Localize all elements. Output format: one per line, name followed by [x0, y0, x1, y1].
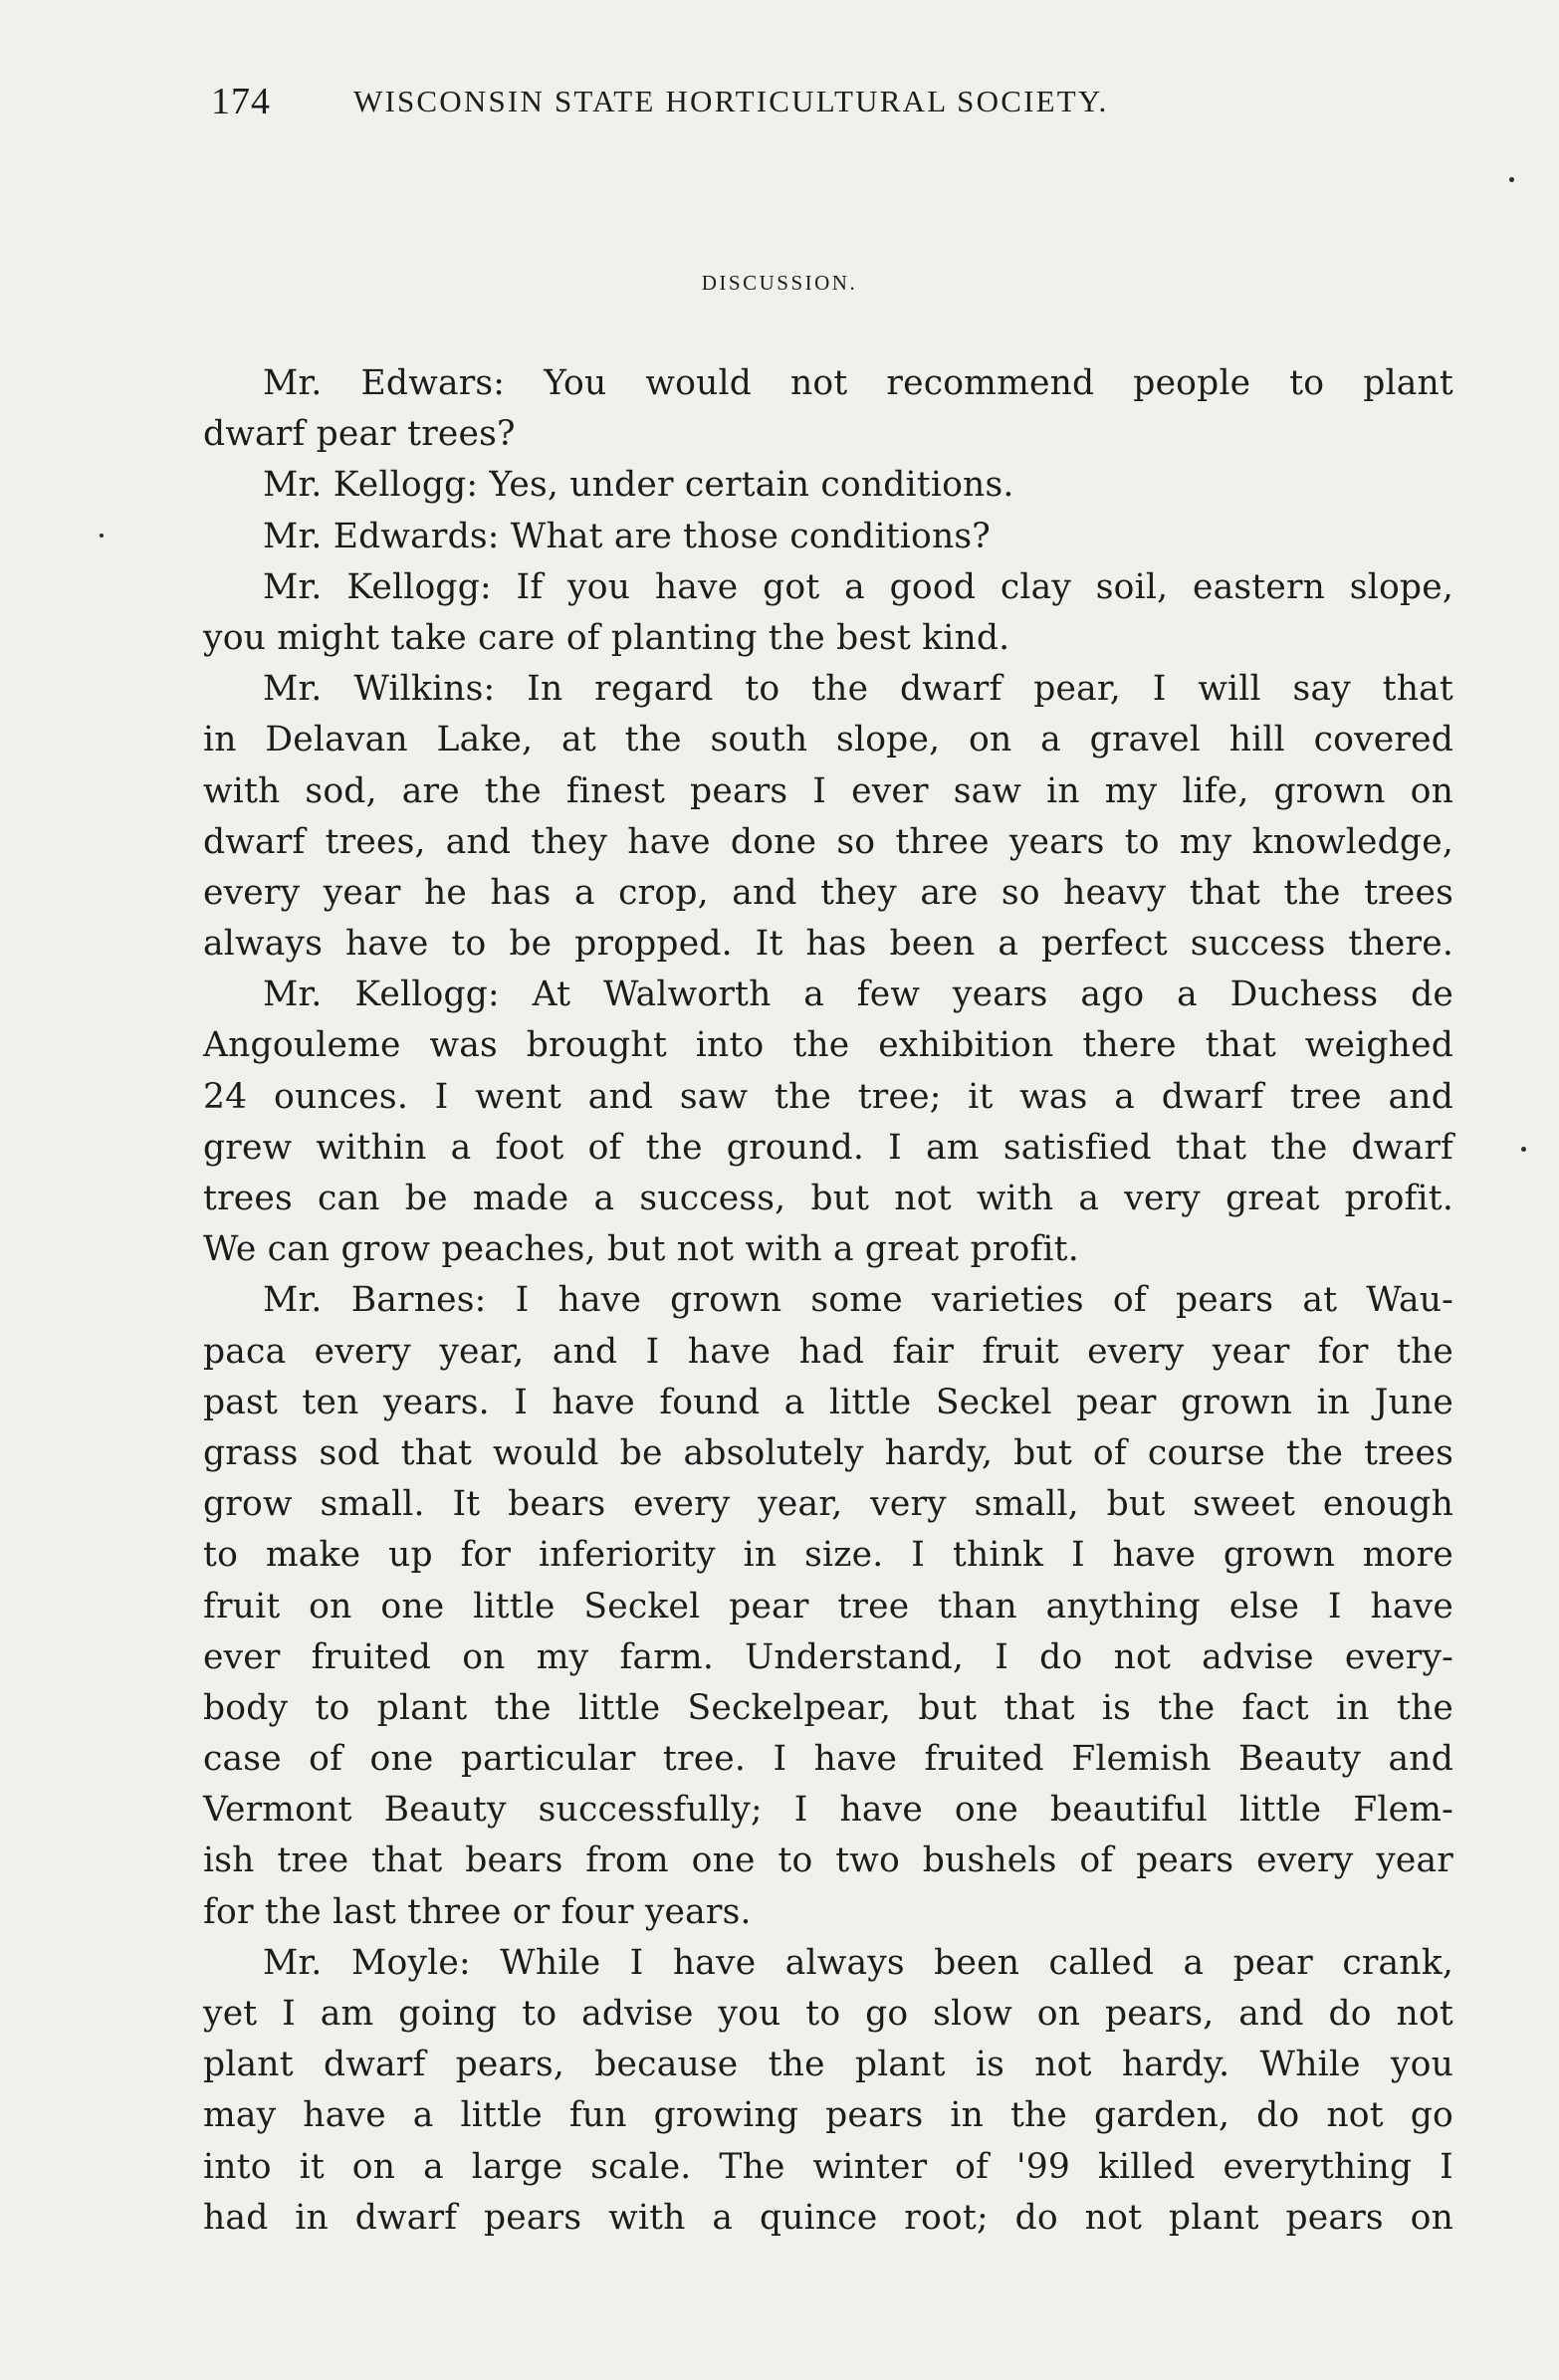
text-line: you might take care of planting the best kind. — [203, 617, 1010, 658]
text-line: trees can be made a success, but not with a very great profit. — [203, 1179, 1453, 1218]
text-line: past ten years. I have found a little Seckel pear grown in June — [203, 1382, 1453, 1422]
text-line: grow small. It bears every year, very small, but sweet enough — [203, 1484, 1453, 1525]
text-line: Mr. Kellogg: At Walworth a few years ago a Duchess de — [263, 974, 1453, 1015]
text-line: Mr. Moyle: While I have always been called a pear crank, — [263, 1942, 1453, 1983]
scan-speck — [1521, 1147, 1526, 1152]
text-line: Mr. Barnes: I have grown some varieties of pears at Wau- — [263, 1280, 1453, 1321]
text-line: Vermont Beauty successfully; I have one beautiful little Flem- — [203, 1790, 1453, 1831]
discussion-body — [203, 358, 1453, 2244]
text-line: always have to be propped. It has been a perfect success there. — [203, 924, 1453, 965]
text-line: We can grow peaches, but not with a great profit. — [203, 1229, 1079, 1270]
text-line: Mr. Kellogg: If you have got a good clay soil, eastern slope, — [263, 566, 1453, 607]
running-head — [211, 80, 1314, 139]
text-line: into it on a large scale. The winter of '99 killed everything I — [203, 2146, 1453, 2187]
text-line: every year he has a crop, and they are so heavy that the trees — [203, 872, 1453, 913]
scan-speck — [1509, 177, 1514, 182]
text-line: 24 ounces. I went and saw the tree; it was a dwarf tree and — [203, 1076, 1453, 1117]
text-line: yet I am going to advise you to go slow on pears, and do not — [203, 1994, 1453, 2034]
section-heading: DISCUSSION. — [701, 271, 858, 295]
text-line: fruit on one little Seckel pear tree than anything else I have — [203, 1586, 1453, 1626]
text-line: grew within a foot of the ground. I am satisfied that the dwarf — [203, 1127, 1453, 1168]
text-line: Angouleme was brought into the exhibition there that weighed — [203, 1025, 1453, 1066]
text-line: paca every year, and I have had fair fruit every year for the — [203, 1331, 1453, 1372]
text-line: dwarf pear trees? — [203, 414, 516, 455]
text-line: plant dwarf pears, because the plant is not hardy. While you — [203, 2045, 1453, 2085]
page-number: 174 — [211, 81, 271, 122]
text-line: grass sod that would be absolutely hardy, but of course the trees — [203, 1432, 1453, 1473]
text-line: may have a little fun growing pears in the garden, do not go — [203, 2095, 1453, 2136]
running-title: WISCONSIN STATE HORTICULTURAL SOCIETY. — [353, 84, 1109, 118]
text-line: ish tree that bears from one to two bushels of pears every year — [203, 1840, 1453, 1881]
text-line: to make up for inferiority in size. I think I have grown more — [203, 1535, 1453, 1576]
text-line: Mr. Edwars: You would not recommend people to plant — [263, 363, 1453, 403]
text-line: for the last three or four years. — [203, 1891, 752, 1932]
text-line: body to plant the little Seckelpear, but that is the fact in the — [203, 1687, 1453, 1728]
text-line: with sod, are the finest pears I ever saw in my life, grown on — [203, 770, 1453, 811]
text-line: Mr. Kellogg: Yes, under certain conditions. — [263, 465, 1014, 506]
text-line: case of one particular tree. I have fruited Flemish Beauty and — [203, 1739, 1453, 1780]
text-line: had in dwarf pears with a quince root; do not plant pears on — [203, 2197, 1453, 2238]
text-line: Mr. Edwards: What are those conditions? — [263, 516, 991, 556]
text-line: ever fruited on my farm. Understand, I do not advise every- — [203, 1636, 1453, 1677]
text-line: in Delavan Lake, at the south slope, on a gravel hill covered — [203, 720, 1453, 760]
text-line: dwarf trees, and they have done so three years to my knowledge, — [203, 821, 1453, 862]
text-line: Mr. Wilkins: In regard to the dwarf pear, I will say that — [263, 669, 1453, 710]
scan-speck — [100, 534, 104, 538]
